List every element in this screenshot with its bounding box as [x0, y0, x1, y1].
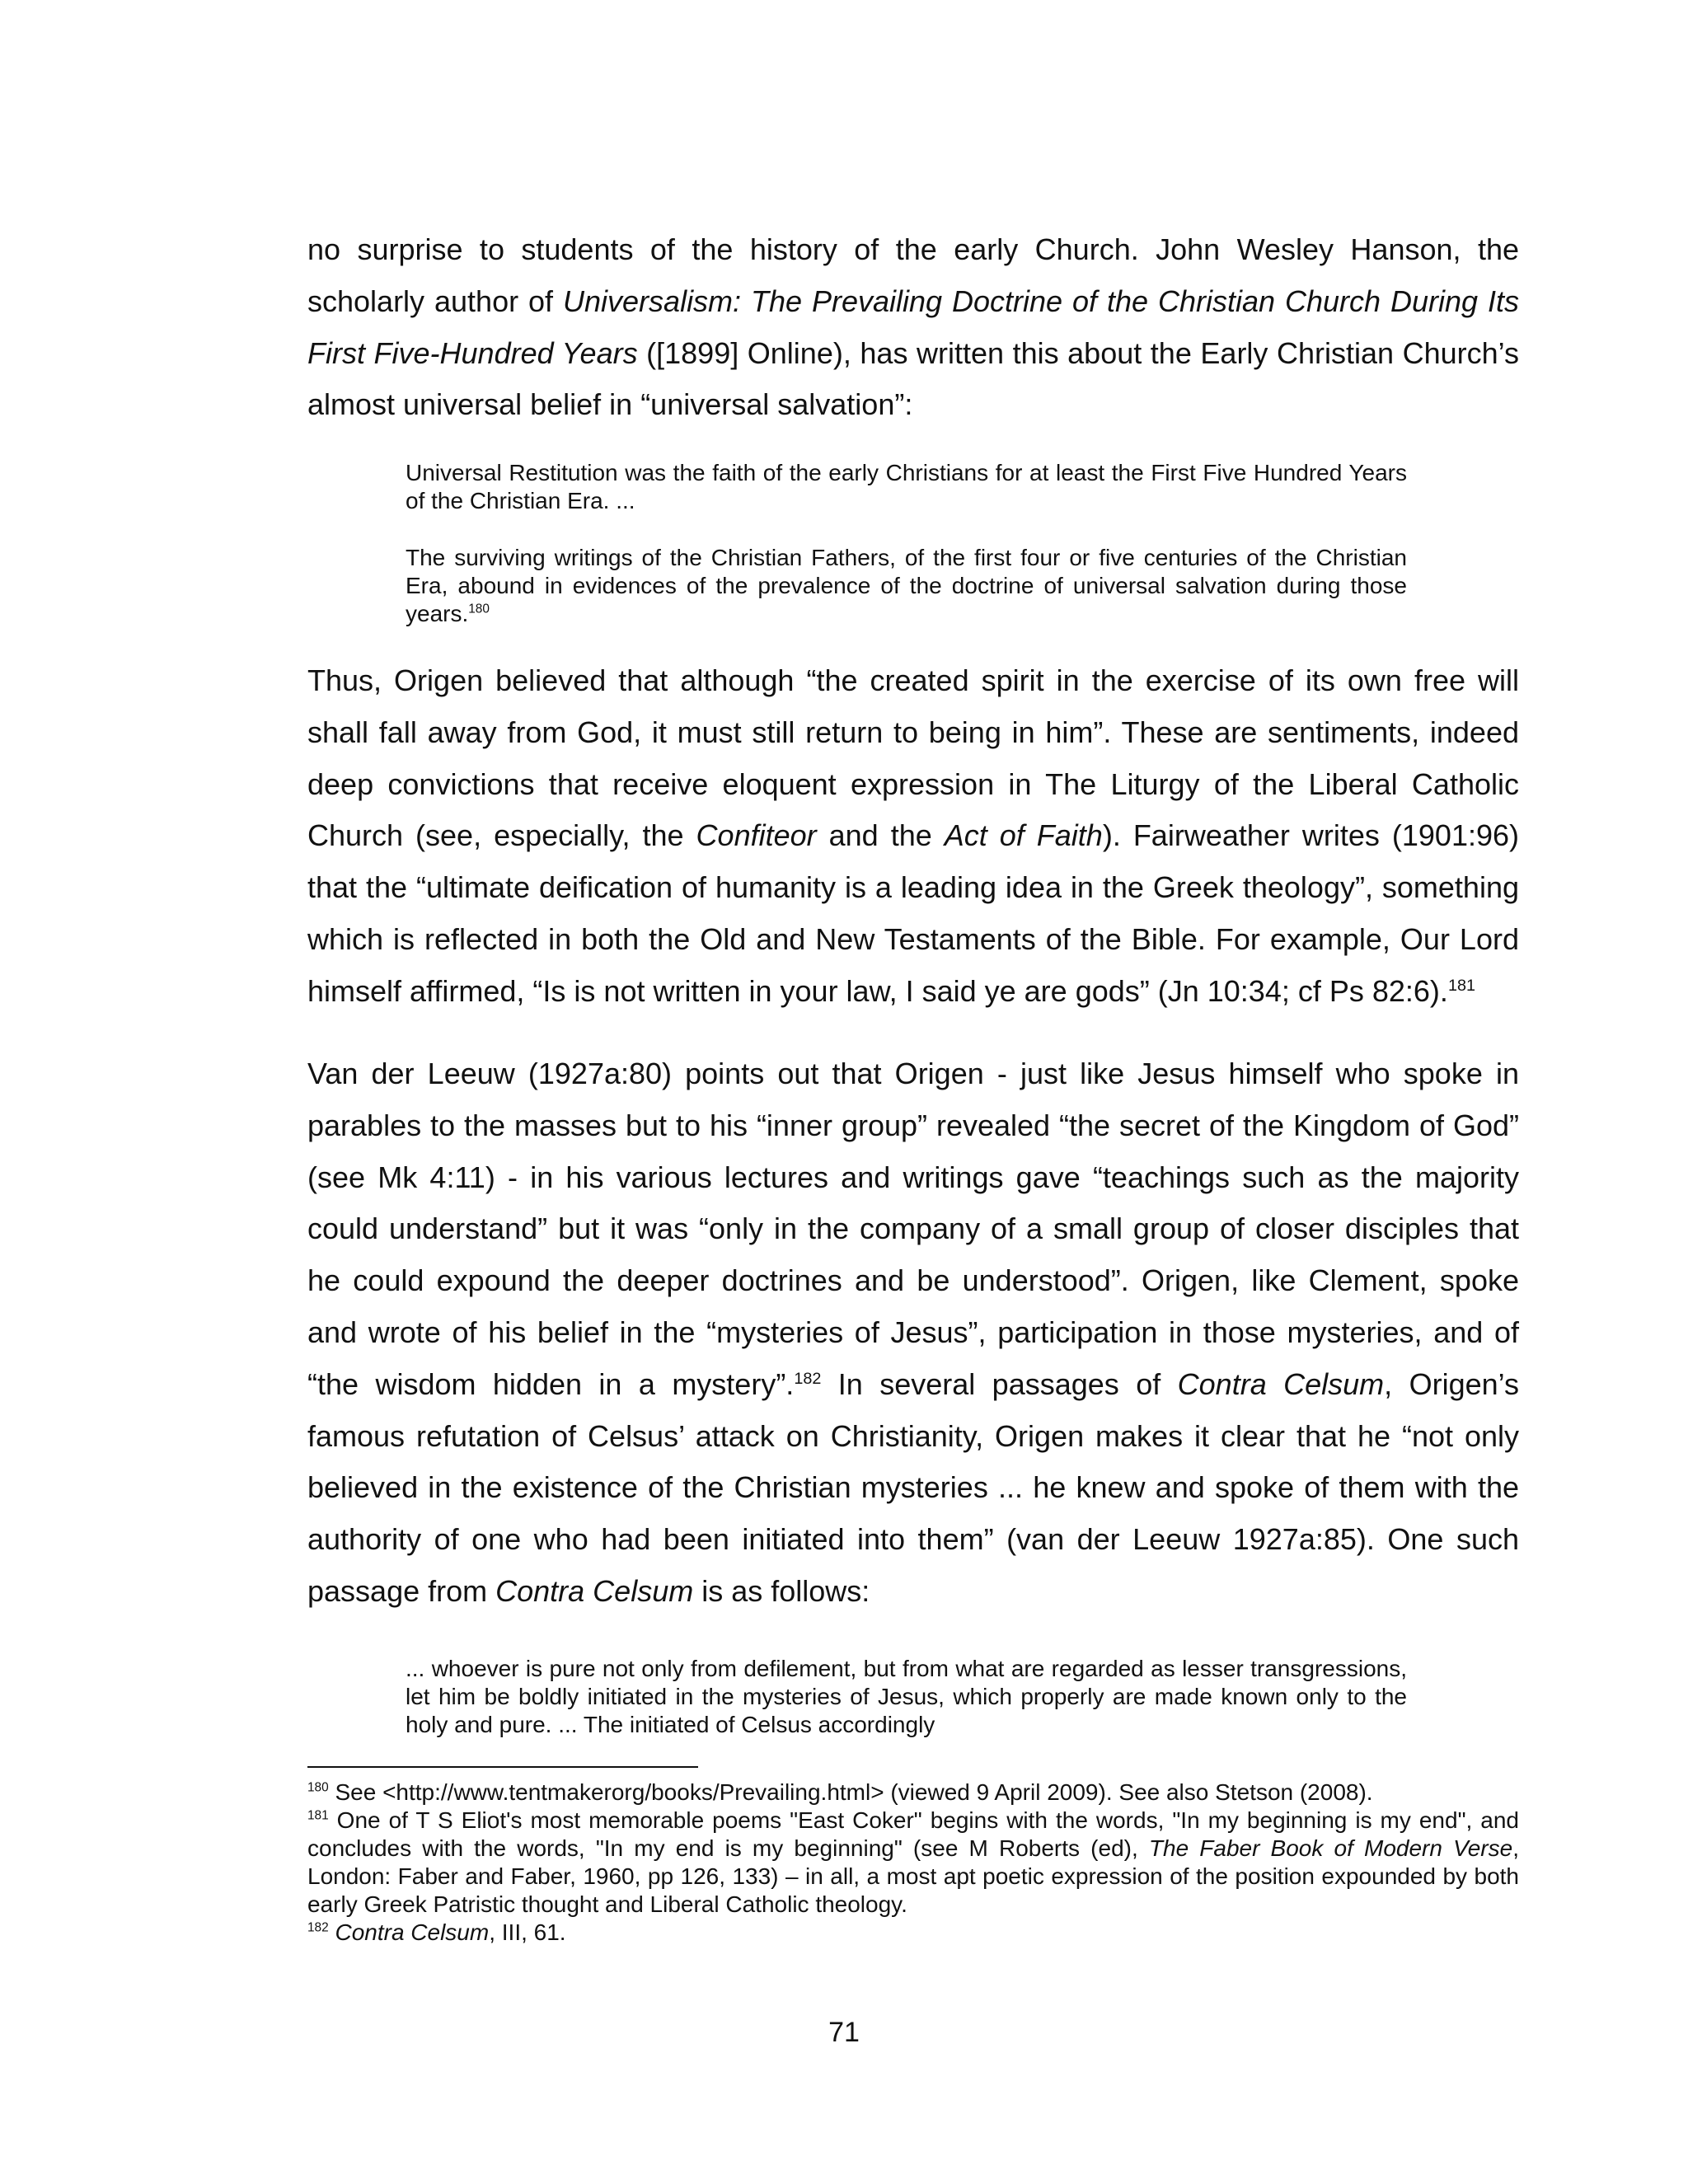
- block-quote-1-text: Universal Restitution was the faith of the early Christians for at least the First Five Hundred Years of the Christian Era. ...: [406, 460, 1407, 513]
- paragraph-3-text-mid-2: , Origen’s famous refutation of Celsus’ attack on Christianity, Origen makes it clear that he “not only believed in the existence of the Christian mysteries ... he knew and spoke of them with the authority of one who had been initiated into them” (van der Leeuw 1927a:85). One such passage from: [307, 1366, 1519, 1608]
- footnote-number-182: 182: [307, 1920, 329, 1935]
- footnote-number-180: 180: [307, 1780, 329, 1795]
- footnote-181-text: One of T S Eliot's most memorable poems "East Coker" begins with the words, "In my beginning is my end", and concludes with the words, "In my end is my beginning" (see M Roberts (ed),: [307, 1807, 1519, 1861]
- paragraph-2-text-end: ). Fairweather writes (1901:96) that the “ultimate deification of humanity is a leading idea in the Greek theology”, something which is reflected in both the Old and New Testaments of the Bible. For example, Our Lord himself affirmed, “Is is not written in your law, I said ye are gods” (Jn 10:34; cf Ps 82:6).: [307, 818, 1520, 1008]
- block-quote-2: [406, 544, 1407, 628]
- footnote-ref-181[interactable]: 181: [1447, 976, 1475, 995]
- footnote-182: [307, 1919, 1519, 1947]
- paragraph-2: [307, 655, 1519, 1018]
- contra-celsum-title: Contra Celsum: [1177, 1366, 1385, 1401]
- footnote-ref-182[interactable]: 182: [794, 1369, 822, 1388]
- faber-book-title: The Faber Book of Modern Verse: [1148, 1835, 1513, 1861]
- footnote-181: [307, 1807, 1519, 1919]
- book-title-universalism: Universalism: The Prevailing Doctrine of the Christian Church During Its First Five-Hundred Years: [307, 284, 1520, 370]
- footnote-180-text: See <http://www.tentmakerorg/books/Prevailing.html> (viewed 9 April 2009). See also Stetson (2008).: [328, 1779, 1373, 1805]
- paragraph-2-text-mid: and the: [816, 818, 945, 853]
- paragraph-1-text-end: ([1899] Online), has written this about the Early Christian Church’s almost universal belief in “universal salvation”:: [307, 335, 1519, 422]
- paragraph-1-text: no surprise to students of the history of the early Church. John Wesley Hanson, the scholarly author of: [307, 232, 1519, 318]
- page-number: 71: [828, 2017, 860, 2048]
- paragraph-3: [307, 1048, 1519, 1618]
- footnote-separator: [307, 1766, 698, 1768]
- paragraph-1: [307, 224, 1519, 431]
- act-of-faith-title: Act of Faith: [944, 818, 1103, 853]
- footnote-ref-180[interactable]: 180: [468, 602, 490, 616]
- paragraph-3-text-mid: In several passages of: [821, 1366, 1178, 1401]
- footnote-182-text: , III, 61.: [489, 1919, 566, 1945]
- block-quote-3: [406, 1655, 1407, 1739]
- block-quote-3-text: ... whoever is pure not only from defilement, but from what are regarded as lesser transgressions, let him be boldly initiated in the mysteries of Jesus, which properly are made known only to the holy and pure. ... The initiated of Celsus accordingly: [406, 1656, 1407, 1737]
- footnote-181-text-end: , London: Faber and Faber, 1960, pp 126, 133) – in all, a most apt poetic expression of the position expounded by both early Greek Patristic thought and Liberal Catholic theology.: [307, 1835, 1519, 1917]
- footnote-180: [307, 1779, 1519, 1807]
- paragraph-3-text: Van der Leeuw (1927a:80) points out that Origen - just like Jesus himself who spoke in parables to the masses but to his “inner group” revealed “the secret of the Kingdom of God” (see Mk 4:11) - in his various lectures and writings gave “teachings such as the majority could understand” but it was “only in the company of a small group of closer disciples that he could expound the deeper doctrines and be understood”. Origen, like Clement, spoke and wrote of his belief in the “mysteries of Jesus”, participation in those mysteries, and of “the wisdom hidden in a mystery”.: [307, 1057, 1519, 1401]
- contra-celsum-title-2: Contra Celsum: [495, 1573, 694, 1608]
- block-quote-1: [406, 459, 1407, 515]
- block-quote-2-text: The surviving writings of the Christian Fathers, of the first four or five centuries of the Christian Era, abound in evidences of the prevalence of the doctrine of universal salvation during those years.: [406, 545, 1407, 626]
- footnote-182-title: Contra Celsum: [335, 1919, 490, 1945]
- confiteor-title: Confiteor: [696, 818, 817, 853]
- footnote-number-181: 181: [307, 1808, 329, 1823]
- paragraph-3-text-end: is as follows:: [693, 1573, 870, 1608]
- paragraph-2-text: Thus, Origen believed that although “the created spirit in the exercise of its own free will shall fall away from God, it must still return to being in him”. These are sentiments, indeed deep convictions that receive eloquent expression in The Liturgy of the Liberal Catholic Church (see, especially, the: [307, 663, 1519, 853]
- footnotes: [307, 1779, 1519, 1947]
